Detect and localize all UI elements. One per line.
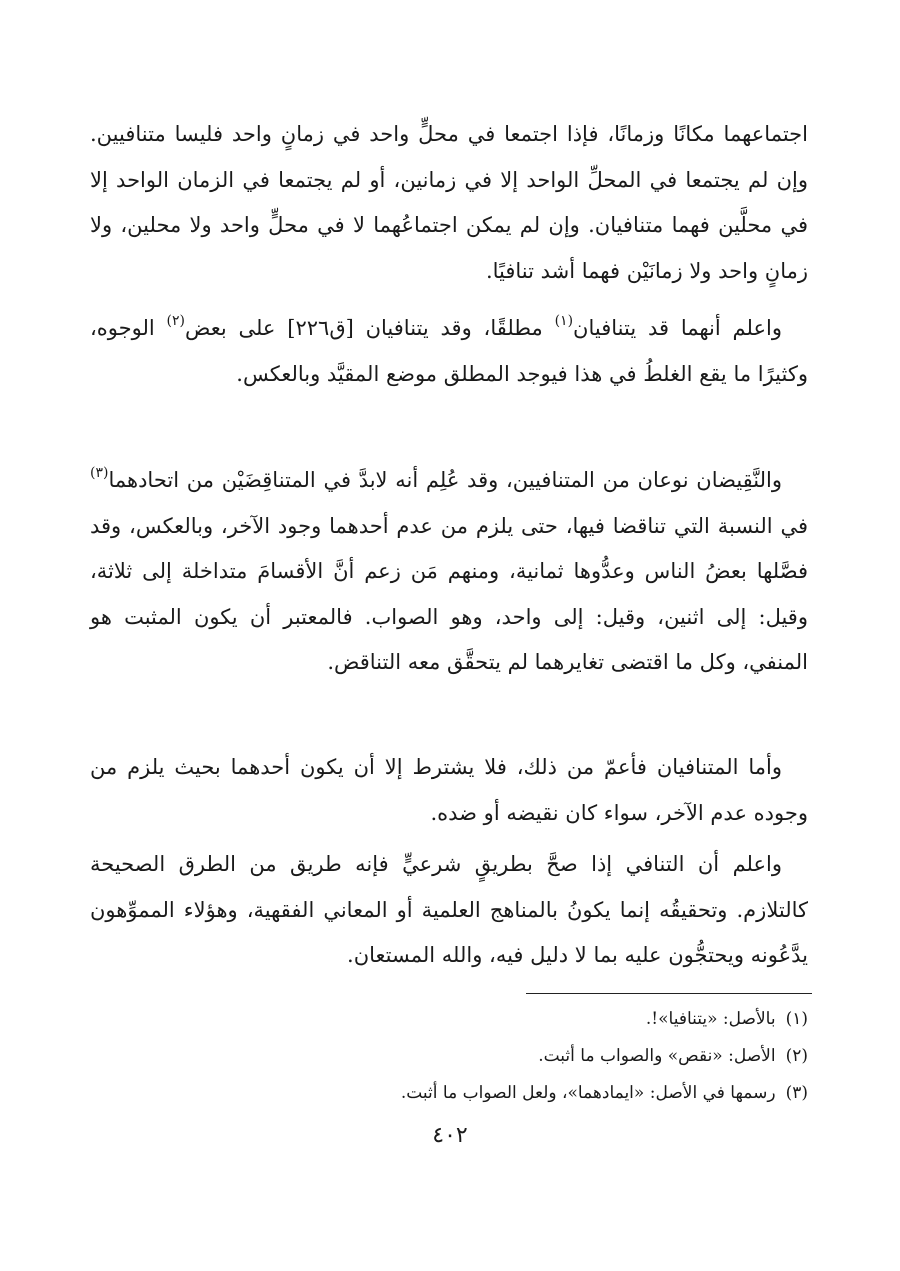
- paragraph-2-text-b: مطلقًا، وقد يتنافيان [ق٢٢٦] على بعض: [184, 316, 555, 340]
- footnote-ref-3: (٣): [90, 465, 109, 481]
- page-number: ٤٠٢: [432, 1123, 468, 1148]
- paragraph-2-text-a: واعلم أنهما قد يتنافيان: [573, 316, 782, 340]
- footnote-ref-2: (٢): [166, 313, 185, 329]
- footnote-3: [90, 1080, 808, 1106]
- paragraph-1: [90, 112, 808, 294]
- footnote-2-number: (٢): [785, 1046, 808, 1066]
- paragraph-3-text-a: والنَّقِيضان نوعان من المتنافيين، وقد عُلِم أنه لابدَّ في المتناقِضَيْن من اتحادهما: [108, 468, 782, 492]
- paragraph-3-text-b: في النسبة التي تناقضا فيها، حتى يلزم من عدم أحدهما وجود الآخر، وبالعكس، وقد فصَّلها بعضُ الناس وعدُّوها ثمانية، ومنهم مَن زعم أنَّ الأقسامَ متداخلة إلى ثلاثة، وقيل: إلى اثنين، وقيل: إلى واحد، وهو الصواب. فالمعتبر أن يكون المثبت هو المنفي، وكل ما اقتضى تغايرهما لم يتحقَّق معه التناقض.: [90, 513, 808, 674]
- footnote-2-text: الأصل: «نقص» والصواب ما أثبت.: [538, 1046, 776, 1066]
- footnote-1-text: بالأصل: «يتنافيا»!.: [645, 1009, 776, 1029]
- footnote-ref-1: (١): [554, 313, 574, 329]
- footnote-3-text: رسمها في الأصل: «ايمادهما»، ولعل الصواب ما أثبت.: [400, 1083, 776, 1103]
- paragraph-4-text: وأما المتنافيان فأعمّ من ذلك، فلا يشترط إلا أن يكون أحدهما بحيث يلزم من وجوده عدم الآخر، سواء كان نقيضه أو ضده.: [90, 755, 808, 825]
- footnote-2: [90, 1043, 808, 1069]
- footnote-3-number: (٣): [785, 1083, 808, 1103]
- paragraph-4: [90, 745, 808, 836]
- paragraph-2: [90, 306, 808, 397]
- paragraph-2-text-c: الوجوه، وكثيرًا ما يقع الغلطُ في هذا فيوجد المطلق موضع المقيَّد وبالعكس.: [90, 316, 808, 386]
- footnote-1: [90, 1006, 808, 1032]
- footnote-1-number: (١): [785, 1009, 808, 1029]
- paragraph-5-text: واعلم أن التنافي إذا صحَّ بطريقٍ شرعيٍّ فإنه طريق من الطرق الصحيحة كالتلازم. وتحقيقُه إنما يكونُ بالمناهج العلمية أو المعاني الفقهية، وهؤلاء المموِّهون يدَّعُونه ويحتجُّون عليه بما لا دليل فيه، والله المستعان.: [90, 852, 808, 967]
- paragraph-3: [90, 458, 808, 686]
- paragraph-5: [90, 842, 808, 979]
- paragraph-1-text: اجتماعهما مكانًا وزمانًا، فإذا اجتمعا في محلٍّ واحد في زمانٍ واحد فليسا متنافيين. وإن لم يجتمعا في المحلِّ الواحد إلا في زمانين، أو لم يجتمعا في الزمان الواحد إلا في محلَّين فهما متنافيان. وإن لم يمكن اجتماعُهما لا في محلٍّ واحد ولا محلين، ولا زمانٍ واحد ولا زمانَيْن فهما أشد تنافيًا.: [90, 122, 808, 283]
- footnote-separator: [526, 993, 812, 994]
